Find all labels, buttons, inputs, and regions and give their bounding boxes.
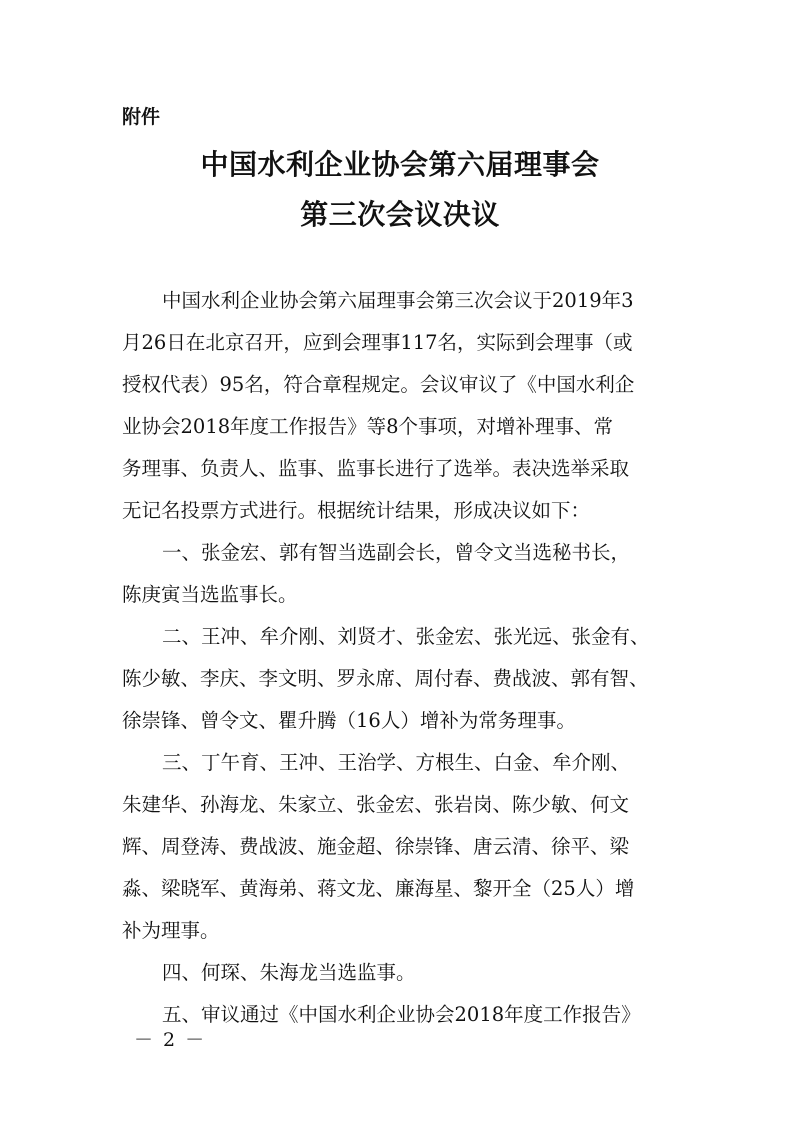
- document-title-line-2: 第三次会议决议: [300, 198, 500, 231]
- body-line-intro-1: 中国水利企业协会第六届理事会第三次会议于2019年3: [162, 289, 634, 312]
- body-line-intro-5: 务理事、负责人、监事、监事长进行了选举。表决选举采取: [122, 457, 630, 480]
- body-line-item-3c: 辉、周登涛、费战波、施金超、徐崇锋、唐云清、徐平、梁: [122, 835, 630, 858]
- resolution-body: [122, 280, 694, 1036]
- attachment-label: 附件: [122, 106, 161, 128]
- body-line-item-3b: 朱建华、孙海龙、朱家立、张金宏、张岩岗、陈少敏、何文: [122, 793, 630, 816]
- body-line-item-2a: 二、王冲、牟介刚、刘贤才、张金宏、张光远、张金有、: [162, 625, 650, 648]
- document-title-line-1: 中国水利企业协会第六届理事会: [200, 148, 600, 181]
- body-line-item-5: 五、审议通过《中国水利企业协会2018年度工作报告》: [162, 1003, 641, 1026]
- body-line-item-2c: 徐崇锋、曾令文、瞿升腾（16人）增补为常务理事。: [122, 709, 576, 732]
- page-number: － 2 －: [134, 1029, 207, 1051]
- body-line-intro-3: 授权代表）95名，符合章程规定。会议审议了《中国水利企: [122, 373, 635, 396]
- body-line-intro-6: 无记名投票方式进行。根据统计结果，形成决议如下：: [122, 499, 591, 522]
- body-line-item-3a: 三、丁午育、王冲、王治学、方根生、白金、牟介刚、: [162, 751, 631, 774]
- body-line-item-1a: 一、张金宏、郭有智当选副会长，曾令文当选秘书长，: [162, 541, 631, 564]
- body-line-intro-4: 业协会2018年度工作报告》等8个事项，对增补理事、常: [122, 415, 614, 438]
- body-line-intro-2: 月26日在北京召开，应到会理事117名，实际到会理事（或: [122, 331, 633, 354]
- body-line-item-3e: 补为理事。: [122, 919, 220, 942]
- body-line-item-2b: 陈少敏、李庆、李文明、罗永席、周付春、费战波、郭有智、: [122, 667, 649, 690]
- body-line-item-4: 四、何琛、朱海龙当选监事。: [162, 961, 416, 984]
- body-line-item-1b: 陈庚寅当选监事长。: [122, 583, 298, 606]
- body-line-item-3d: 淼、梁晓军、黄海弟、蒋文龙、廉海星、黎开全（25人）增: [122, 877, 635, 900]
